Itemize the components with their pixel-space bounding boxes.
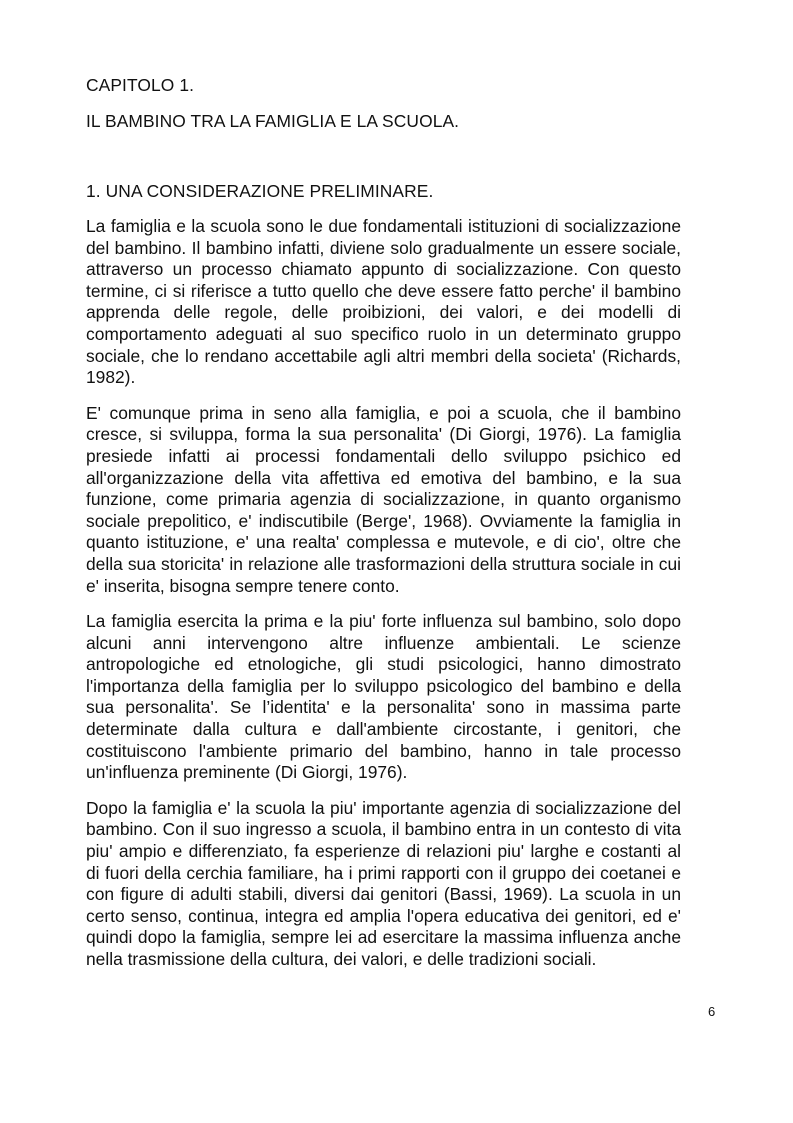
paragraph-1: La famiglia e la scuola sono le due fondamentali istituzioni di socializzazione del bambino. Il bambino infatti, diviene solo gradualmente un essere sociale, attraverso un processo chiamato appunto di socializzazione. Con questo termine, ci si riferisce a tutto quello che deve essere fatto perche' il bambino apprenda delle regole, delle proibizioni, dei valori, e dei modelli di comportamento adeguati al suo specifico ruolo in un determinato gruppo sociale, che lo rendano accettabile agli altri membri della societa' (Richards, 1982). (86, 216, 681, 388)
paragraph-2: E' comunque prima in seno alla famiglia, e poi a scuola, che il bambino cresce, si sviluppa, forma la sua personalita' (Di Giorgi, 1976). La famiglia presiede infatti ai processi fondamentali dello sviluppo psichico ed all'organizzazione della vita affettiva ed emotiva del bambino, e la sua funzione, come primaria agenzia di socializzazione, in quanto organismo sociale prepolitico, e' indiscutibile (Berge', 1968). Ovviamente la famiglia in quanto istituzione, e' una realta' complessa e mutevole, e di cio', oltre che della sua storicita' in relazione alle trasformazioni della struttura sociale in cui e' inserita, bisogna sempre tenere conto. (86, 402, 681, 596)
section-heading: 1. UNA CONSIDERAZIONE PRELIMINARE. (86, 181, 434, 201)
chapter-title: IL BAMBINO TRA LA FAMIGLIA E LA SCUOLA. (86, 111, 460, 131)
document-page (86, 74, 681, 971)
chapter-label: CAPITOLO 1. (86, 75, 195, 95)
page-number: 6 (708, 1004, 716, 1019)
paragraph-4: Dopo la famiglia e' la scuola la piu' importante agenzia di socializzazione del bambino. Con il suo ingresso a scuola, il bambino entra in un contesto di vita piu' ampio e differenziato, fa esperienze di relazioni piu' larghe e costanti al di fuori della cerchia familiare, ha i primi rapporti con il gruppo dei coetanei e con figure di adulti stabili, diversi dai genitori (Bassi, 1969). La scuola in un certo senso, continua, integra ed amplia l'opera educativa dei genitori, ed e' quindi dopo la famiglia, sempre lei ad esercitare la massima influenza anche nella trasmissione della cultura, dei valori, e delle tradizioni sociali. (86, 797, 681, 969)
paragraph-3: La famiglia esercita la prima e la piu' forte influenza sul bambino, solo dopo alcuni anni intervengono altre influenze ambientali. Le scienze antropologiche ed etnologiche, gli studi psicologici, hanno dimostrato l'importanza della famiglia per lo sviluppo psicologico del bambino e della sua personalita'. Se l’identita' e la personalita' sono in massima parte determinate dalla cultura e dall'ambiente circostante, i genitori, che costituiscono l'ambiente primario del bambino, hanno in tale processo un'influenza preminente (Di Giorgi, 1976). (86, 611, 681, 783)
